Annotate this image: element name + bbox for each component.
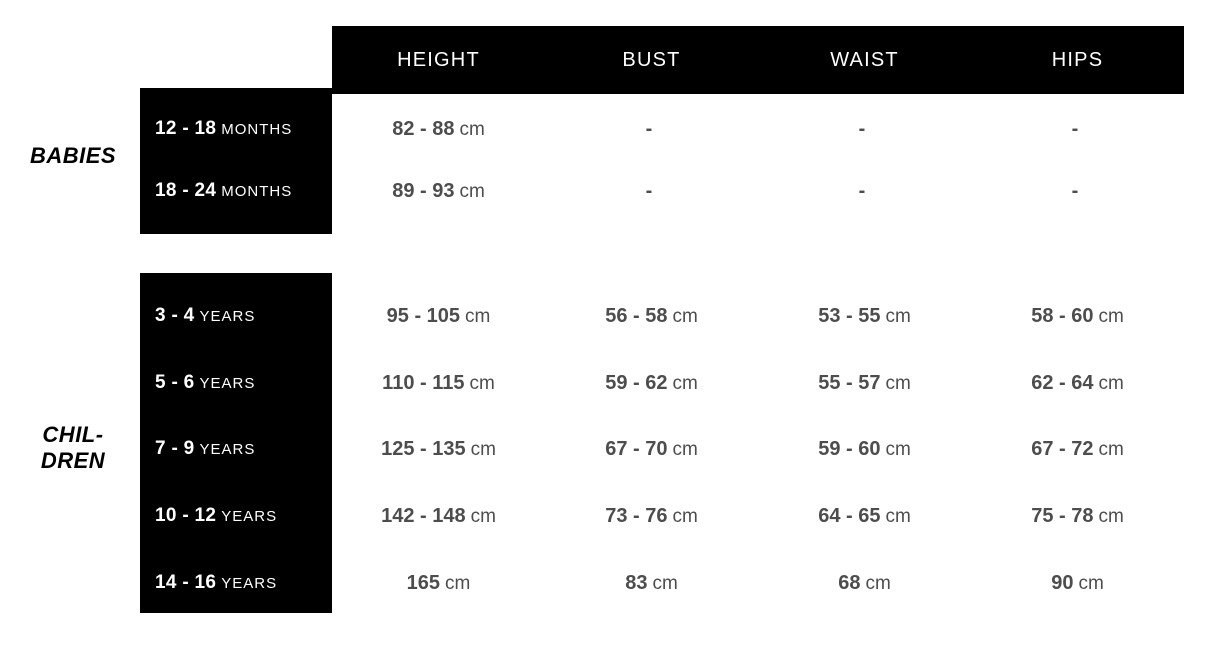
cell-value: 67 - 70 bbox=[605, 437, 668, 460]
cell-value: 67 - 72 bbox=[1031, 437, 1094, 460]
table-row bbox=[140, 105, 1184, 153]
group-label-children-line1: CHIL- bbox=[42, 422, 104, 447]
row-size-unit: MONTHS bbox=[221, 121, 293, 138]
row-size-number: 5 - 6 bbox=[155, 372, 195, 393]
cell-waist bbox=[758, 505, 971, 528]
cell-unit: cm bbox=[885, 372, 911, 394]
row-values bbox=[332, 118, 1184, 141]
row-size-unit: MONTHS bbox=[221, 183, 293, 200]
cell-value: - bbox=[1071, 179, 1079, 202]
row-values bbox=[332, 305, 1184, 328]
cell-bust bbox=[545, 118, 758, 141]
row-size-label bbox=[140, 180, 332, 202]
row-size-number: 14 - 16 bbox=[155, 572, 217, 593]
cell-value: - bbox=[858, 117, 866, 140]
cell-value: 90 bbox=[1051, 571, 1074, 594]
cell-value: 82 - 88 bbox=[392, 117, 455, 140]
table-header-row bbox=[332, 26, 1184, 94]
cell-value: 59 - 60 bbox=[818, 437, 881, 460]
row-size-unit: YEARS bbox=[199, 441, 256, 458]
cell-value: 83 bbox=[625, 571, 648, 594]
cell-waist bbox=[758, 438, 971, 461]
cell-value: 62 - 64 bbox=[1031, 371, 1094, 394]
cell-unit: cm bbox=[1098, 305, 1124, 327]
cell-height bbox=[332, 505, 545, 528]
row-size-label bbox=[140, 572, 332, 594]
table-row bbox=[140, 492, 1184, 540]
row-size-number: 7 - 9 bbox=[155, 438, 195, 459]
row-size-label bbox=[140, 372, 332, 394]
table-row bbox=[140, 167, 1184, 215]
row-size-number: 3 - 4 bbox=[155, 305, 195, 326]
cell-unit: cm bbox=[1098, 505, 1124, 527]
cell-hips bbox=[971, 572, 1184, 595]
row-size-label bbox=[140, 118, 332, 140]
cell-unit: cm bbox=[1098, 372, 1124, 394]
row-size-number: 18 - 24 bbox=[155, 180, 217, 201]
cell-value: - bbox=[645, 179, 653, 202]
row-size-unit: YEARS bbox=[199, 308, 256, 325]
table-row bbox=[140, 359, 1184, 407]
cell-unit: cm bbox=[672, 372, 698, 394]
cell-value: 53 - 55 bbox=[818, 304, 881, 327]
cell-value: 125 - 135 bbox=[381, 437, 466, 460]
cell-value: 64 - 65 bbox=[818, 504, 881, 527]
group-label-babies: BABIES bbox=[29, 143, 117, 168]
cell-unit: cm bbox=[445, 572, 471, 594]
cell-bust bbox=[545, 372, 758, 395]
cell-waist bbox=[758, 180, 971, 203]
cell-height bbox=[332, 438, 545, 461]
cell-hips bbox=[971, 305, 1184, 328]
cell-unit: cm bbox=[469, 372, 495, 394]
cell-value: - bbox=[858, 179, 866, 202]
cell-bust bbox=[545, 505, 758, 528]
row-values bbox=[332, 505, 1184, 528]
cell-value: 68 bbox=[838, 571, 861, 594]
cell-value: 89 - 93 bbox=[392, 179, 455, 202]
row-size-unit: YEARS bbox=[221, 575, 278, 592]
cell-unit: cm bbox=[865, 572, 891, 594]
row-size-label bbox=[140, 305, 332, 327]
cell-waist bbox=[758, 372, 971, 395]
cell-value: 58 - 60 bbox=[1031, 304, 1094, 327]
table-row bbox=[140, 292, 1184, 340]
column-header-waist: WAIST bbox=[830, 48, 899, 71]
cell-value: 59 - 62 bbox=[605, 371, 668, 394]
cell-value: 165 bbox=[406, 571, 441, 594]
cell-value: 142 - 148 bbox=[381, 504, 466, 527]
cell-unit: cm bbox=[652, 572, 678, 594]
cell-unit: cm bbox=[885, 438, 911, 460]
cell-unit: cm bbox=[672, 505, 698, 527]
cell-value: 55 - 57 bbox=[818, 371, 881, 394]
cell-waist bbox=[758, 305, 971, 328]
group-label-children bbox=[8, 422, 138, 474]
cell-unit: cm bbox=[459, 118, 485, 140]
row-values bbox=[332, 180, 1184, 203]
cell-value: 95 - 105 bbox=[386, 304, 461, 327]
row-size-unit: YEARS bbox=[221, 508, 278, 525]
cell-unit: cm bbox=[470, 438, 496, 460]
column-header-hips: HIPS bbox=[1051, 48, 1104, 71]
cell-hips bbox=[971, 118, 1184, 141]
cell-unit: cm bbox=[885, 305, 911, 327]
cell-hips bbox=[971, 180, 1184, 203]
cell-value: 56 - 58 bbox=[605, 304, 668, 327]
cell-unit: cm bbox=[470, 505, 496, 527]
row-size-label bbox=[140, 438, 332, 460]
cell-waist bbox=[758, 572, 971, 595]
cell-bust bbox=[545, 180, 758, 203]
cell-hips bbox=[971, 505, 1184, 528]
cell-value: 73 - 76 bbox=[605, 504, 668, 527]
cell-bust bbox=[545, 438, 758, 461]
cell-unit: cm bbox=[465, 305, 491, 327]
cell-bust bbox=[545, 572, 758, 595]
cell-waist bbox=[758, 118, 971, 141]
cell-unit: cm bbox=[1078, 572, 1104, 594]
cell-value: 110 - 115 bbox=[382, 371, 465, 394]
cell-height bbox=[332, 180, 545, 203]
column-header-bust: BUST bbox=[622, 48, 681, 71]
cell-height bbox=[332, 305, 545, 328]
column-header-height: HEIGHT bbox=[397, 48, 480, 71]
table-row bbox=[140, 559, 1184, 607]
row-size-number: 12 - 18 bbox=[155, 118, 217, 139]
group-label-children-line2: DREN bbox=[40, 447, 106, 473]
cell-unit: cm bbox=[885, 505, 911, 527]
table-row bbox=[140, 425, 1184, 473]
cell-value: - bbox=[645, 117, 653, 140]
row-size-label bbox=[140, 505, 332, 527]
cell-unit: cm bbox=[672, 438, 698, 460]
row-size-number: 10 - 12 bbox=[155, 505, 217, 526]
cell-hips bbox=[971, 372, 1184, 395]
row-values bbox=[332, 438, 1184, 461]
cell-hips bbox=[971, 438, 1184, 461]
cell-value: 75 - 78 bbox=[1031, 504, 1094, 527]
cell-unit: cm bbox=[672, 305, 698, 327]
cell-height bbox=[332, 372, 545, 395]
row-values bbox=[332, 372, 1184, 395]
row-size-unit: YEARS bbox=[199, 375, 256, 392]
cell-value: - bbox=[1071, 117, 1079, 140]
cell-bust bbox=[545, 305, 758, 328]
cell-height bbox=[332, 118, 545, 141]
cell-unit: cm bbox=[1098, 438, 1124, 460]
cell-height bbox=[332, 572, 545, 595]
row-values bbox=[332, 572, 1184, 595]
cell-unit: cm bbox=[459, 180, 485, 202]
